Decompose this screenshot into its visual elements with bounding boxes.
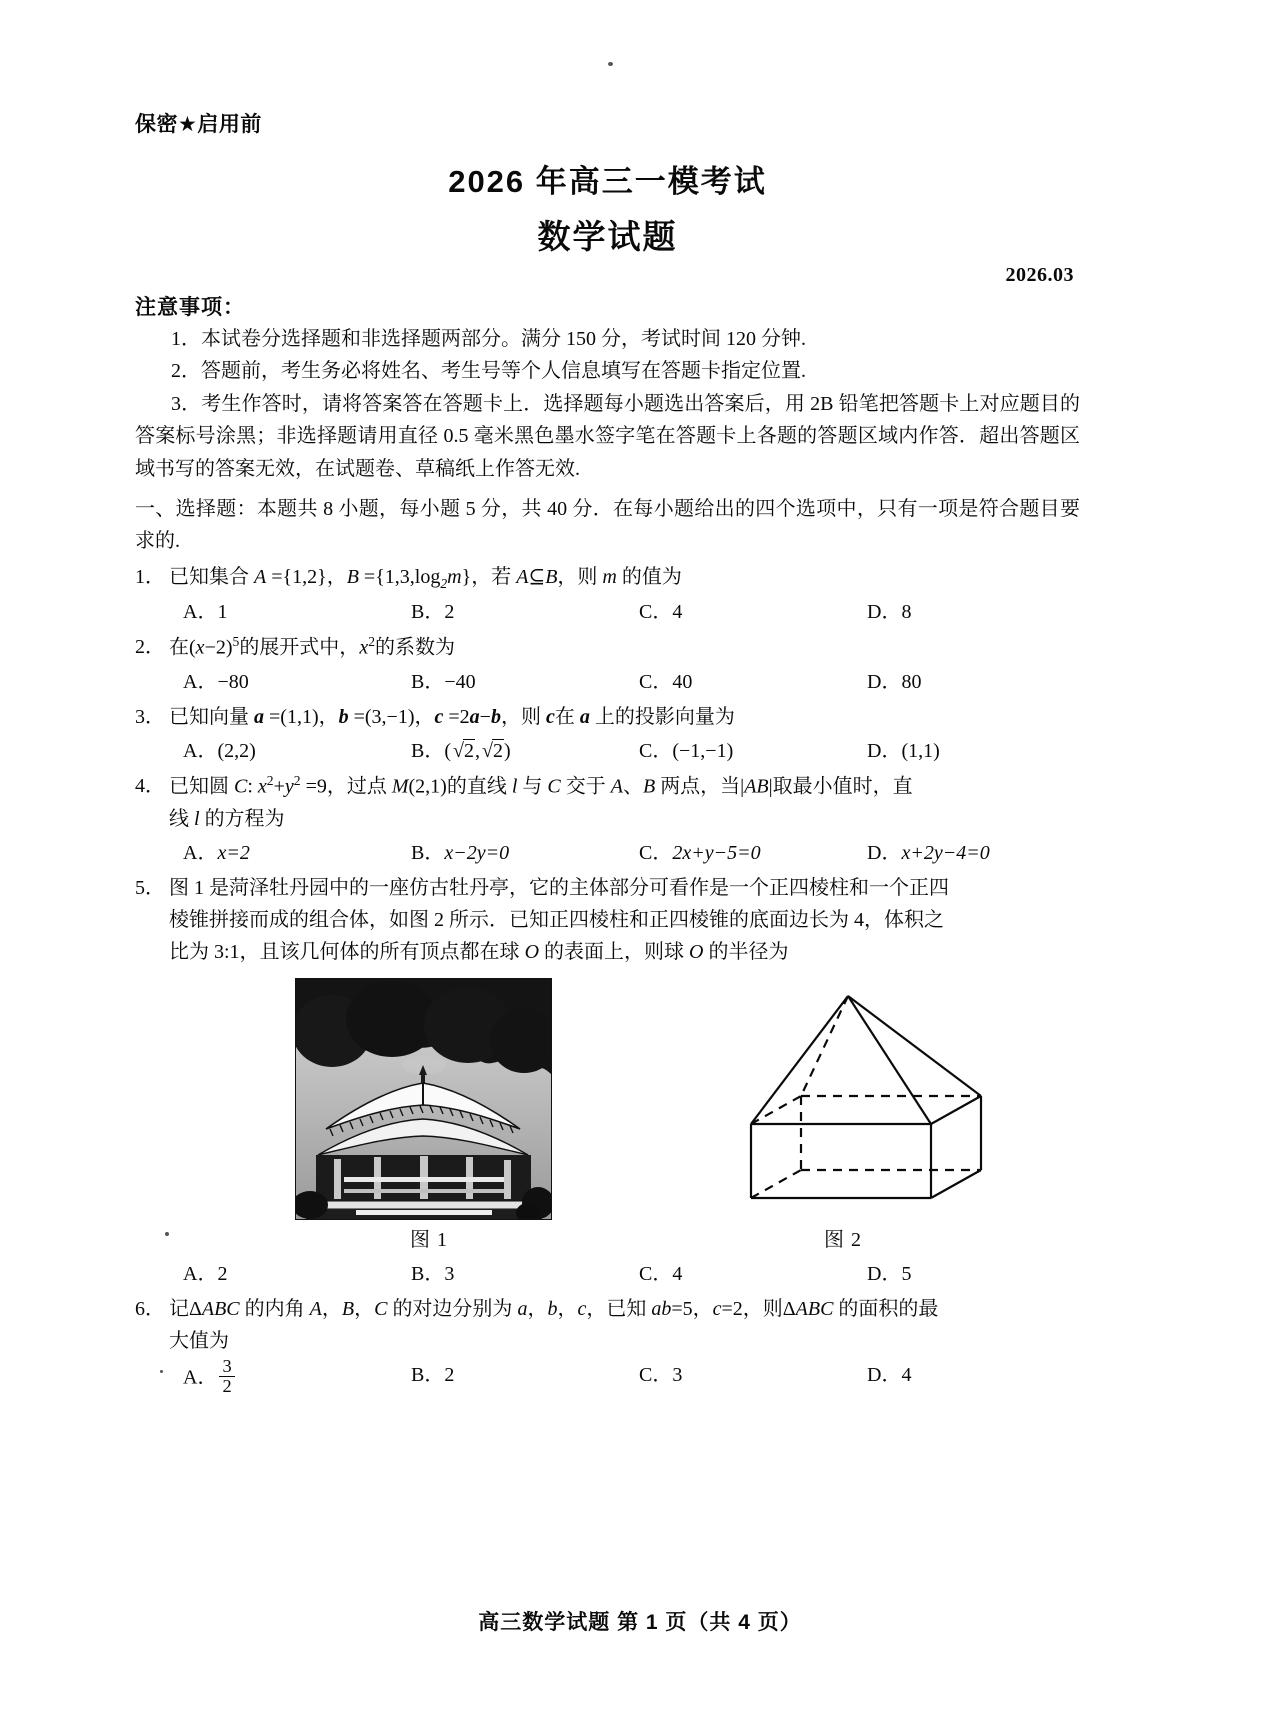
question-5-options: [135, 1258, 1080, 1290]
q4-comma: 、: [622, 775, 643, 798]
question-4: [135, 770, 1080, 869]
figure-1-caption: 图 1: [410, 1228, 448, 1251]
q3-vector-a3: a: [579, 706, 590, 729]
question-6: [135, 1293, 1080, 1399]
notice-heading: 注意事项：: [135, 295, 245, 319]
q2-var-x2: x: [359, 637, 369, 660]
figure-1-block: [295, 978, 563, 1256]
q3-text-3: 在: [554, 706, 580, 729]
option-1-d[interactable]: D．8: [867, 601, 912, 624]
q2-exponent-2: 2: [368, 634, 375, 650]
option-3-c[interactable]: C．(−1,−1): [639, 740, 734, 763]
q6-given-c-value: =2，则Δ: [721, 1297, 796, 1320]
q1-text-1: 已知集合: [169, 565, 254, 588]
q5-text-a: 比为 3:1，且该几何体的所有顶点都在球: [169, 940, 525, 963]
q6-text-4: ，已知: [586, 1297, 652, 1320]
option-4-c[interactable]: C．2x+y−5=0: [639, 841, 761, 864]
q3-eq-1: =(1,1)，: [264, 706, 339, 729]
question-6-stem: [169, 1293, 1080, 1325]
q1-log-base: 2: [440, 575, 448, 591]
q3-vector-a2: a: [469, 706, 480, 729]
q6-text-3: 的对边分别为: [387, 1297, 518, 1320]
subject-title: 数学试题: [537, 218, 678, 255]
q5-sphere-o-2: O: [689, 940, 704, 963]
q4-line-l: l: [511, 775, 518, 798]
q1-eq-2: ={1,3,log: [358, 565, 441, 588]
question-5: [135, 872, 1080, 1290]
q3-option-b-radicals: ( √ 2, √ 2): [444, 740, 510, 762]
q6-given-ab-value: =5，: [671, 1297, 713, 1320]
notice-item-3: 3．考生作答时，请将答案答在答题卡上．选择题每小题选出答案后，用 2B 铅笔把答题卡上对应题目的答案标号涂黑；非选择题请用直径 0.5 毫米黑色墨水签字笔在答题卡上各题的答题区域内作答．超出答题区域书写的答案无效，在试题卷、草稿纸上作答无效.: [135, 392, 1080, 480]
question-5-figures: [135, 974, 1080, 1256]
question-3: [135, 701, 1080, 767]
option-5-b[interactable]: B．3: [411, 1262, 455, 1285]
option-4-d[interactable]: D．x+2y−4=0: [867, 841, 990, 864]
q6-triangle-abc2: ABC: [795, 1297, 834, 1320]
q4-text-9: 线: [169, 807, 194, 830]
q3-vector-c: c: [434, 706, 444, 729]
question-1-number: 1．: [135, 565, 165, 588]
q6-angle-c: C: [374, 1297, 388, 1320]
question-1-options: [135, 596, 1080, 628]
section-one-label: 一、选择题：: [135, 497, 257, 520]
option-6-b[interactable]: B．2: [411, 1363, 455, 1386]
q6-given-c: c: [712, 1297, 722, 1320]
q6-angle-b: B: [341, 1297, 355, 1320]
q4-point-coord: (2,1): [408, 775, 447, 798]
question-3-options: [135, 735, 1080, 767]
section-one-text: 本题共 8 小题，每小题 5 分，共 40 分．在每小题给出的四个选项中，只有一项是符合题目要求的.: [135, 497, 1080, 553]
q2-var-x: x: [195, 637, 205, 660]
option-3-b[interactable]: B．( √ 2, √ 2): [411, 735, 639, 767]
question-3-stem: [169, 701, 1080, 733]
q6-comma-4: ，: [557, 1297, 578, 1320]
question-4-stem-line2: [169, 803, 1080, 835]
page-content: [135, 108, 1080, 1398]
secrecy-notice: 保密★启用前: [135, 113, 262, 136]
q6-angle-a: A: [309, 1297, 322, 1320]
q3-vector-a: a: [254, 706, 264, 729]
q1-eq-3: }，若: [461, 565, 517, 588]
notice-item-2: 2．答题前，考生务必将姓名、考生号等个人信息填写在答题卡指定位置.: [171, 360, 806, 383]
question-2: [135, 631, 1080, 698]
question-3-number: 3．: [135, 706, 165, 729]
q2-text-1: 在(: [169, 637, 196, 660]
question-2-stem: [169, 631, 1080, 664]
q1-subset-b: B: [545, 565, 558, 588]
q3-eq-2: =(3,−1)，: [348, 706, 435, 729]
option-3-a[interactable]: A．(2,2): [183, 740, 256, 763]
question-1-stem: [169, 561, 1080, 595]
option-2-a[interactable]: A．−80: [183, 671, 249, 694]
q4-point-m: M: [391, 775, 409, 798]
q6-side-a: a: [517, 1297, 528, 1320]
q3-text-4: 上的投影向量为: [589, 706, 735, 729]
option-2-d[interactable]: D．80: [867, 671, 922, 694]
question-6-number: 6．: [135, 1297, 165, 1320]
question-2-options: [135, 666, 1080, 698]
figure-2-caption: 图 2: [824, 1228, 862, 1251]
option-5-a[interactable]: A．2: [183, 1262, 228, 1285]
q4-circle-c2: C: [547, 775, 561, 798]
scan-speck: [608, 62, 613, 66]
q4-line-l2: l: [194, 807, 200, 830]
question-4-options: [135, 837, 1080, 869]
option-4-b[interactable]: B．x−2y=0: [411, 841, 510, 864]
q6-text-5: 的面积的最: [833, 1297, 939, 1320]
q1-var-m2: m: [602, 565, 617, 588]
q4-sq-1: 2: [266, 773, 274, 789]
exam-title: 2026 年高三一模考试: [448, 164, 767, 199]
q4-text-3: 的直线: [446, 775, 512, 798]
exam-date: 2026.03: [1005, 264, 1074, 286]
q4-point-a: A: [610, 775, 623, 798]
composite-solid-diagram: [693, 974, 993, 1220]
q4-eq-9: =9，过点: [300, 775, 392, 798]
q1-set-b: B: [346, 565, 359, 588]
q1-subset-symbol: ⊆: [528, 565, 546, 588]
question-4-stem: [169, 770, 1080, 803]
question-6-stem-line2: 大值为: [169, 1329, 229, 1352]
q1-text-2: ，则: [557, 565, 603, 588]
option-2-c[interactable]: C．40: [639, 671, 693, 694]
option-6-c[interactable]: C．3: [639, 1363, 683, 1386]
q6-side-c: c: [577, 1297, 587, 1320]
q4-point-b: B: [642, 775, 656, 798]
q2-exponent-5: 5: [232, 634, 240, 650]
figure-2-block: [693, 974, 993, 1256]
q4-text-1: 已知圆: [169, 775, 234, 798]
question-1: [135, 561, 1080, 629]
option-1-b[interactable]: B．2: [411, 601, 455, 624]
q6-text-1: 记Δ: [169, 1297, 202, 1320]
q6-text-2: 的内角: [239, 1297, 310, 1320]
q3-minus: −: [479, 706, 491, 729]
q3-vector-c2: c: [545, 706, 555, 729]
q4-var-x: x: [257, 775, 267, 798]
q2-text-4: 的系数为: [375, 637, 455, 660]
notice-item-1: 1．本试卷分选择题和非选择题两部分。满分 150 分，考试时间 120 分钟.: [171, 328, 806, 350]
q6-triangle-abc: ABC: [201, 1297, 240, 1320]
q3-text-2: ，则: [500, 706, 546, 729]
q1-eq-1: ={1,2}，: [266, 565, 347, 588]
q4-text-5: 交于: [560, 775, 611, 798]
q1-var-m: m: [447, 565, 462, 588]
q6-given-ab: ab: [651, 1297, 672, 1320]
question-5-number: 5．: [135, 876, 165, 899]
q2-text-3: 的展开式中，: [239, 637, 360, 660]
question-6-options: [135, 1355, 1080, 1399]
q4-var-y: y: [284, 775, 294, 798]
section-one-heading: [135, 493, 1080, 558]
q2-text-2: −2): [204, 637, 233, 660]
question-5-stem-line2: 棱锥拼接而成的组合体，如图 2 所示．已知正四棱柱和正四棱锥的底面边长为 4，体积之: [169, 908, 944, 931]
option-3-d[interactable]: D．(1,1): [867, 740, 940, 763]
option-5-d[interactable]: D．5: [867, 1262, 912, 1285]
q4-colon: :: [247, 775, 258, 798]
q4-plus: +: [273, 775, 285, 798]
option-5-c[interactable]: C．4: [639, 1262, 683, 1285]
q6-comma-1: ，: [321, 1297, 342, 1320]
option-6-a[interactable]: A． $\frac{3}{2}$: [183, 1359, 411, 1399]
question-5-stem-line1: 图 1 是菏泽牡丹园中的一座仿古牡丹亭，它的主体部分可看作是一个正四棱柱和一个正四: [169, 876, 949, 899]
q4-circle-c: C: [234, 775, 248, 798]
q5-sphere-o-1: O: [524, 940, 540, 963]
q4-text-8: |取最小值时，直: [768, 775, 913, 798]
question-5-stem-line3: [169, 936, 1080, 968]
q3-text-1: 已知向量: [169, 706, 254, 729]
option-6-d[interactable]: D．4: [867, 1363, 912, 1386]
pavilion-photo: [295, 978, 552, 1220]
q1-subset-a: A: [516, 565, 529, 588]
question-4-number: 4．: [135, 775, 165, 798]
q4-segment-ab: AB: [744, 775, 769, 798]
option-1-a[interactable]: A．1: [183, 601, 228, 624]
q6-comma-3: ，: [527, 1297, 548, 1320]
q4-sq-2: 2: [293, 773, 301, 789]
page-footer: 高三数学试题 第 1 页（共 4 页）: [478, 1611, 802, 1634]
pavilion-photo-svg: [296, 979, 551, 1219]
q4-text-7: 两点，当|: [655, 775, 745, 798]
q6-comma-2: ，: [354, 1297, 375, 1320]
q1-text-3: 的值为: [616, 565, 682, 588]
q6-option-a-fraction: $\frac{3}{2}$: [219, 1357, 234, 1397]
option-1-c[interactable]: C．4: [639, 601, 683, 624]
q3-eq-3: =2: [443, 706, 470, 729]
question-2-number: 2．: [135, 636, 165, 659]
q1-set-a: A: [254, 565, 267, 588]
q5-text-c: 的半径为: [703, 940, 789, 963]
q5-text-b: 的表面上，则球: [539, 940, 690, 963]
option-2-b[interactable]: B．−40: [411, 671, 476, 694]
q3-vector-b2: b: [490, 706, 501, 729]
option-4-a[interactable]: A．x=2: [183, 841, 250, 864]
q4-text-4: 与: [517, 775, 548, 798]
q6-side-b: b: [547, 1297, 558, 1320]
q3-vector-b: b: [338, 706, 349, 729]
q4-text-10: 的方程为: [199, 807, 285, 830]
